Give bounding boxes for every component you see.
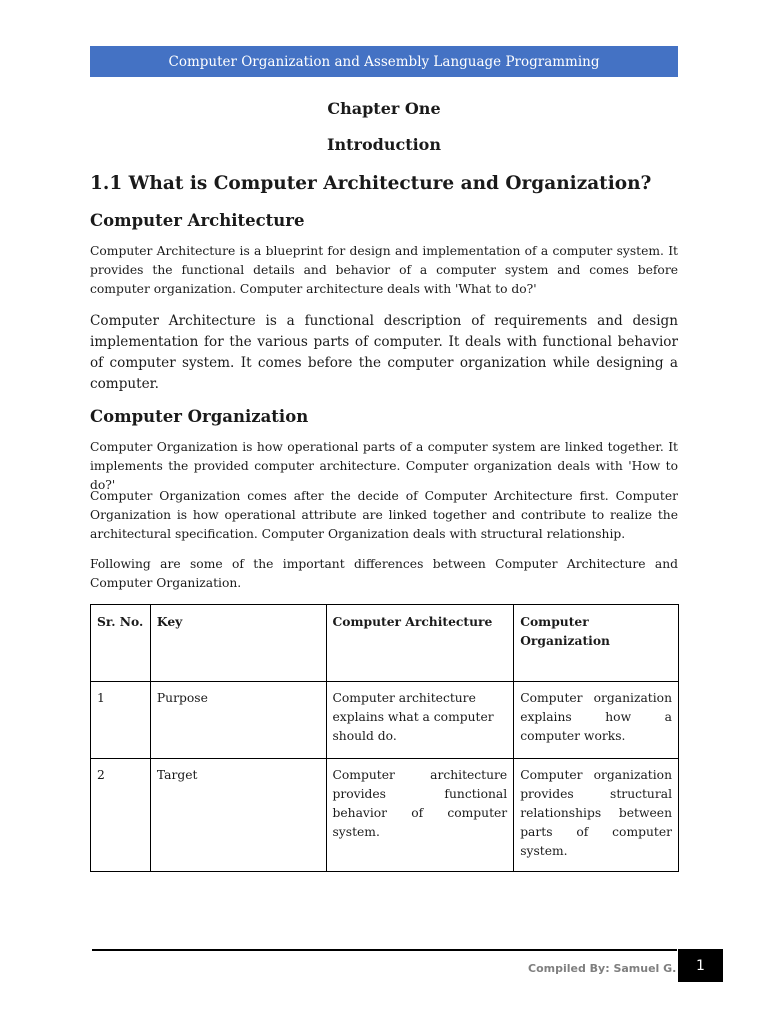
organization-paragraph-3: Following are some of the important differences between Computer Architecture and Computer Organization. — [90, 557, 678, 590]
table-cell: 2 — [91, 759, 151, 872]
footer-compiled-by: Compiled By: Samuel G. — [528, 962, 677, 975]
organization-heading: Computer Organization — [90, 407, 309, 426]
table-cell: Target — [150, 759, 326, 872]
header-sr-no: Sr. No. — [91, 605, 151, 682]
section-heading: 1.1 What is Computer Architecture and Organization? — [90, 173, 652, 194]
table-cell: Computer architecture provides functional behavior of computer system. — [326, 759, 514, 872]
table-cell: Computer organization explains how a computer works. — [514, 682, 679, 759]
chapter-number: Chapter One — [327, 99, 441, 118]
table-cell: 1 — [91, 682, 151, 759]
table-cell: Purpose — [150, 682, 326, 759]
header-key: Key — [150, 605, 326, 682]
chapter-title: Introduction — [327, 135, 441, 154]
organization-paragraph-2: Computer Organization comes after the decide of Computer Architecture first. Computer Organization is how operational attribute are linked together and contribute to realize the architectural specification. Computer Organization deals with structural relationship. — [90, 489, 678, 541]
header-computer-architecture: Computer Architecture — [326, 605, 514, 682]
differences-table — [90, 604, 679, 872]
organization-paragraph-1: Computer Organization is how operational parts of a computer system are linked together. It implements the provided computer architecture. Computer organization deals with 'How to do?' — [90, 440, 678, 492]
table-cell: Computer organization provides structural relationships between parts of computer system. — [514, 759, 679, 872]
page-number-value: 1 — [696, 957, 705, 974]
architecture-paragraph-2: Computer Architecture is a functional description of requirements and design implementation for the various parts of computer. It deals with functional behavior of computer system. It comes before the computer organization while designing a computer. — [90, 313, 678, 392]
table-header-row — [91, 605, 679, 682]
architecture-paragraph-1: Computer Architecture is a blueprint for design and implementation of a computer system. It provides the functional details and behavior of a computer system and comes before computer organization. Computer architecture deals with 'What to do?' — [90, 244, 678, 296]
page-number — [678, 949, 723, 982]
table-row — [91, 682, 679, 759]
footer-divider — [92, 949, 677, 951]
table-row — [91, 759, 679, 872]
header-title: Computer Organization and Assembly Language Programming — [168, 53, 600, 70]
header-bar — [90, 46, 678, 77]
table-cell: Computer architecture explains what a computer should do. — [326, 682, 514, 759]
architecture-heading: Computer Architecture — [90, 211, 305, 230]
header-computer-organization: Computer Organization — [514, 605, 679, 682]
